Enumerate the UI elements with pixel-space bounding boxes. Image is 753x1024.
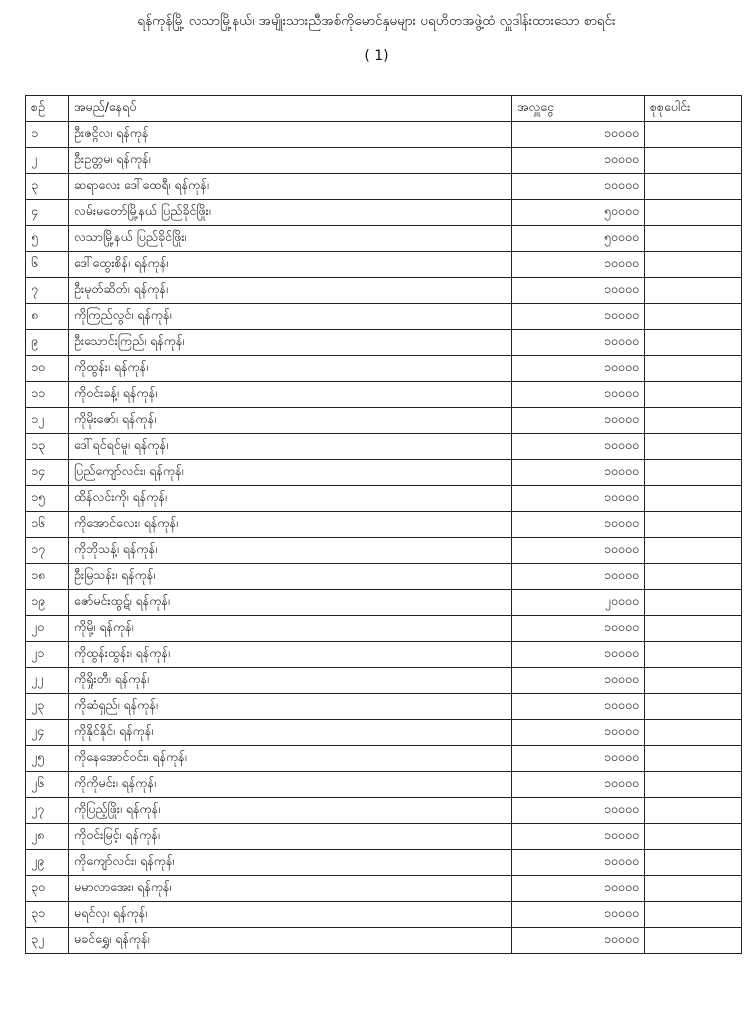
- cell-total: [645, 798, 742, 824]
- cell-amount: ၅၀၀၀၀: [512, 226, 645, 252]
- cell-total: [645, 824, 742, 850]
- cell-total: [645, 616, 742, 642]
- cell-no: ၂၉: [26, 850, 69, 876]
- cell-no: ၂၀: [26, 616, 69, 642]
- cell-amount: ၁၀၀၀၀: [512, 278, 645, 304]
- cell-total: [645, 720, 742, 746]
- cell-total: [645, 694, 742, 720]
- table-row: [26, 538, 742, 564]
- cell-total: [645, 512, 742, 538]
- cell-total: [645, 850, 742, 876]
- table-row: [26, 200, 742, 226]
- cell-amount: ၁၀၀၀၀: [512, 252, 645, 278]
- cell-name: ဦးသောင်းကြည်၊ ရန်ကုန်၊: [69, 330, 512, 356]
- cell-no: ၁၉: [26, 590, 69, 616]
- cell-amount: ၁၀၀၀၀: [512, 876, 645, 902]
- table-body: [26, 122, 742, 954]
- cell-amount: ၁၀၀၀၀: [512, 668, 645, 694]
- cell-name: ကိုမို့၊ ရန်ကုန်၊: [69, 616, 512, 642]
- table-row: [26, 122, 742, 148]
- cell-total: [645, 668, 742, 694]
- cell-total: [645, 902, 742, 928]
- cell-name: ကိုဝင်းမြင့်၊ ရန်ကုန်၊: [69, 824, 512, 850]
- cell-total: [645, 122, 742, 148]
- table-row: [26, 876, 742, 902]
- table-row: [26, 902, 742, 928]
- table-row: [26, 304, 742, 330]
- cell-no: ၃၀: [26, 876, 69, 902]
- table-row: [26, 694, 742, 720]
- cell-amount: ၁၀၀၀၀: [512, 330, 645, 356]
- cell-name: ကိုထွန်းထွန်း၊ ရန်ကုန်၊: [69, 642, 512, 668]
- cell-total: [645, 538, 742, 564]
- table-row: [26, 616, 742, 642]
- table-row: [26, 356, 742, 382]
- cell-name: ကိုကျော်လင်း၊ ရန်ကုန်၊: [69, 850, 512, 876]
- cell-no: ၂၁: [26, 642, 69, 668]
- table-row: [26, 590, 742, 616]
- header-total: စုစုပေါင်း: [645, 96, 742, 122]
- cell-amount: ၁၀၀၀၀: [512, 122, 645, 148]
- cell-name: ကိုဆံရှည်၊ ရန်ကုန်၊: [69, 694, 512, 720]
- cell-amount: ၁၀၀၀၀: [512, 746, 645, 772]
- donation-table: [25, 95, 742, 954]
- cell-total: [645, 200, 742, 226]
- table-row: [26, 928, 742, 954]
- cell-total: [645, 330, 742, 356]
- cell-amount: ၁၀၀၀၀: [512, 928, 645, 954]
- cell-name: ကိုကြည်လွင်၊ ရန်ကုန်၊: [69, 304, 512, 330]
- cell-total: [645, 356, 742, 382]
- table-row: [26, 226, 742, 252]
- table-row: [26, 746, 742, 772]
- cell-name: ကိုနိုင်နိုင်၊ ရန်ကုန်၊: [69, 720, 512, 746]
- table-row: [26, 382, 742, 408]
- header-amount: အလှူငွေ: [512, 96, 645, 122]
- table-row: [26, 486, 742, 512]
- cell-name: ထိန်လင်းကို၊ ရန်ကုန်၊: [69, 486, 512, 512]
- cell-name: ဦးမုတ်ဆိတ်၊ ရန်ကုန်၊: [69, 278, 512, 304]
- cell-name: လမ်းမတော်မြို့နယ် ပြည်ခိုင်ဖြိုး၊: [69, 200, 512, 226]
- table-row: [26, 668, 742, 694]
- cell-no: ၃၁: [26, 902, 69, 928]
- cell-total: [645, 148, 742, 174]
- cell-total: [645, 252, 742, 278]
- cell-name: ကိုနေအောင်ဝင်း၊ ရန်ကုန်၊: [69, 746, 512, 772]
- cell-amount: ၁၀၀၀၀: [512, 486, 645, 512]
- cell-no: ၁၈: [26, 564, 69, 590]
- cell-total: [645, 174, 742, 200]
- cell-total: [645, 434, 742, 460]
- cell-name: ပြည်ကျော်လင်း၊ ရန်ကုန်၊: [69, 460, 512, 486]
- table-row: [26, 824, 742, 850]
- cell-no: ၁၆: [26, 512, 69, 538]
- table-row: [26, 720, 742, 746]
- cell-no: ၂၅: [26, 746, 69, 772]
- cell-total: [645, 226, 742, 252]
- cell-amount: ၁၀၀၀၀: [512, 434, 645, 460]
- table-row: [26, 512, 742, 538]
- cell-total: [645, 590, 742, 616]
- cell-amount: ၂၀၀၀၀: [512, 590, 645, 616]
- table-row: [26, 408, 742, 434]
- cell-no: ၆: [26, 252, 69, 278]
- cell-no: ၂၂: [26, 668, 69, 694]
- table-row: [26, 460, 742, 486]
- cell-amount: ၁၀၀၀၀: [512, 408, 645, 434]
- cell-no: ၁၅: [26, 486, 69, 512]
- cell-no: ၂၈: [26, 824, 69, 850]
- cell-no: ၁၂: [26, 408, 69, 434]
- cell-amount: ၁၀၀၀၀: [512, 148, 645, 174]
- cell-total: [645, 564, 742, 590]
- cell-name: ကိုမိုးဇော်၊ ရန်ကုန်၊: [69, 408, 512, 434]
- cell-total: [645, 746, 742, 772]
- page-number: ( 1): [364, 48, 389, 64]
- cell-name: ဦးဇင္ဂိလ၊ ရန်ကုန်: [69, 122, 512, 148]
- cell-no: ၂၄: [26, 720, 69, 746]
- cell-amount: ၁၀၀၀၀: [512, 304, 645, 330]
- table-row: [26, 772, 742, 798]
- header-row: [26, 96, 742, 122]
- cell-total: [645, 772, 742, 798]
- cell-no: ၃၂: [26, 928, 69, 954]
- cell-amount: ၁၀၀၀၀: [512, 512, 645, 538]
- cell-name: ကိုပြည့်ဖြိုး၊ ရန်ကုန်၊: [69, 798, 512, 824]
- cell-no: ၁၄: [26, 460, 69, 486]
- cell-no: ၂၆: [26, 772, 69, 798]
- table-row: [26, 278, 742, 304]
- cell-name: ဆရာလေး ဒေါ်ထေရီ၊ ရန်ကုန်၊: [69, 174, 512, 200]
- header-no: စဉ်: [26, 96, 69, 122]
- cell-name: မခင်ရွှေ၊ ရန်ကုန်၊: [69, 928, 512, 954]
- cell-no: ၉: [26, 330, 69, 356]
- cell-amount: ၁၀၀၀၀: [512, 720, 645, 746]
- cell-amount: ၁၀၀၀၀: [512, 616, 645, 642]
- cell-amount: ၅၀၀၀၀: [512, 200, 645, 226]
- table-row: [26, 174, 742, 200]
- cell-amount: ၁၀၀၀၀: [512, 798, 645, 824]
- table-header: [26, 96, 742, 122]
- cell-no: ၁: [26, 122, 69, 148]
- cell-no: ၁၃: [26, 434, 69, 460]
- cell-amount: ၁၀၀၀၀: [512, 824, 645, 850]
- cell-amount: ၁၀၀၀၀: [512, 694, 645, 720]
- cell-no: ၃: [26, 174, 69, 200]
- cell-no: ၅: [26, 226, 69, 252]
- cell-name: ဇော်မင်းထွဋ်၊ ရန်ကုန်၊: [69, 590, 512, 616]
- cell-total: [645, 408, 742, 434]
- table-row: [26, 798, 742, 824]
- cell-name: ကိုထွန်း၊ ရန်ကုန်၊: [69, 356, 512, 382]
- cell-amount: ၁၀၀၀၀: [512, 564, 645, 590]
- cell-no: ၁၇: [26, 538, 69, 564]
- cell-total: [645, 642, 742, 668]
- cell-name: ကိုအောင်လေး၊ ရန်ကုန်၊: [69, 512, 512, 538]
- table-row: [26, 434, 742, 460]
- cell-total: [645, 382, 742, 408]
- cell-amount: ၁၀၀၀၀: [512, 902, 645, 928]
- document-title: ရန်ကုန်မြို့ လသာမြို့နယ်၊ အမျိုးသားညီအစ်ကိုမောင်နှမများ ပရဟိတအဖွဲ့ထံ လှူဒါန်းထားသော စာရင်း: [137, 13, 616, 29]
- cell-name: ကိုကိုမင်း၊ ရန်ကုန်၊: [69, 772, 512, 798]
- cell-total: [645, 278, 742, 304]
- cell-total: [645, 928, 742, 954]
- cell-name: မရင်လှ၊ ရန်ကုန်၊: [69, 902, 512, 928]
- cell-name: လသာမြို့နယ် ပြည်ခိုင်ဖြိုး၊: [69, 226, 512, 252]
- table-row: [26, 252, 742, 278]
- cell-name: ဒေါ်ထွေးစိန်၊ ရန်ကုန်၊: [69, 252, 512, 278]
- cell-amount: ၁၀၀၀၀: [512, 174, 645, 200]
- cell-total: [645, 460, 742, 486]
- cell-name: ကိုဝင်းခန့်၊ ရန်ကုန်၊: [69, 382, 512, 408]
- cell-amount: ၁၀၀၀၀: [512, 356, 645, 382]
- cell-name: ကိုဘိုသန့်၊ ရန်ကုန်၊: [69, 538, 512, 564]
- cell-no: ၇: [26, 278, 69, 304]
- table-row: [26, 564, 742, 590]
- header-name: အမည်/နေရပ်: [69, 96, 512, 122]
- cell-name: ဦးမြသန်း၊ ရန်ကုန်၊: [69, 564, 512, 590]
- table-row: [26, 148, 742, 174]
- cell-amount: ၁၀၀၀၀: [512, 460, 645, 486]
- table-row: [26, 330, 742, 356]
- cell-no: ၈: [26, 304, 69, 330]
- cell-no: ၂၇: [26, 798, 69, 824]
- cell-no: ၄: [26, 200, 69, 226]
- cell-no: ၂၃: [26, 694, 69, 720]
- cell-amount: ၁၀၀၀၀: [512, 382, 645, 408]
- cell-total: [645, 876, 742, 902]
- cell-total: [645, 304, 742, 330]
- cell-no: ၂: [26, 148, 69, 174]
- cell-name: မမာလာအေး၊ ရန်ကုန်၊: [69, 876, 512, 902]
- cell-amount: ၁၀၀၀၀: [512, 850, 645, 876]
- cell-no: ၁၁: [26, 382, 69, 408]
- cell-amount: ၁၀၀၀၀: [512, 642, 645, 668]
- cell-name: ကိုရှိုးတီ၊ ရန်ကုန်၊: [69, 668, 512, 694]
- cell-name: ဒေါ်ရင်ရင်မူ၊ ရန်ကုန်၊: [69, 434, 512, 460]
- table-row: [26, 850, 742, 876]
- cell-amount: ၁၀၀၀၀: [512, 772, 645, 798]
- table-row: [26, 642, 742, 668]
- cell-name: ဦးဥတ္တမ၊ ရန်ကုန်၊: [69, 148, 512, 174]
- cell-no: ၁၀: [26, 356, 69, 382]
- cell-amount: ၁၀၀၀၀: [512, 538, 645, 564]
- cell-total: [645, 486, 742, 512]
